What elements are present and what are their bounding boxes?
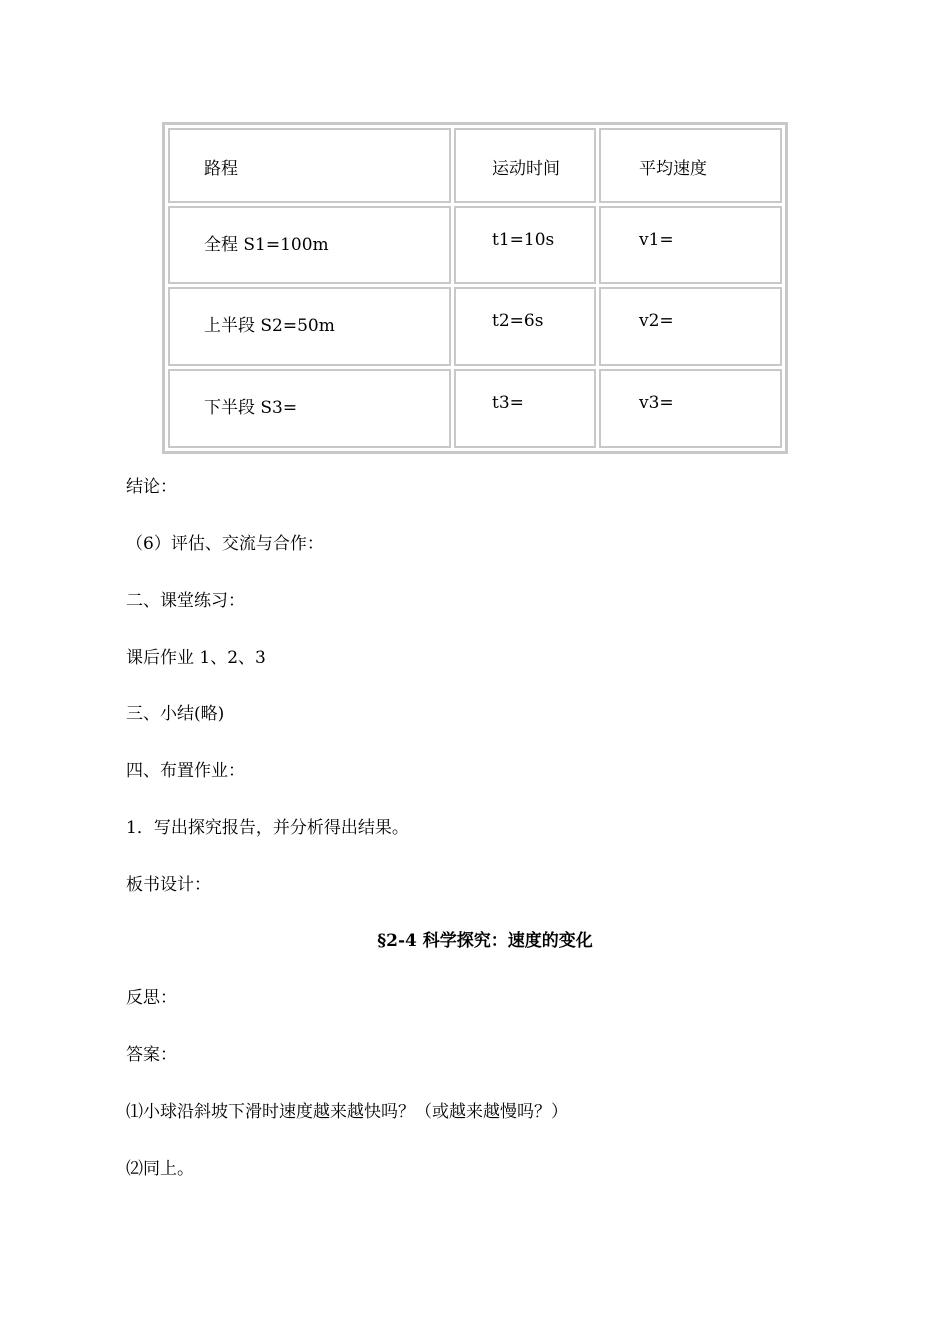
summary-heading: 三、小结(略) xyxy=(126,704,225,724)
classroom-practice-heading: 二、课堂练习： xyxy=(126,591,245,611)
assignment-item: 1．写出探究报告，并分析得出结果。 xyxy=(126,818,409,838)
answer-item: ⑵同上。 xyxy=(126,1159,194,1179)
table-cell: v1= xyxy=(599,206,782,285)
answer-item: ⑴小球沿斜坡下滑时速度越来越快吗？（或越来越慢吗？） xyxy=(126,1102,568,1122)
table-cell: 全程 S1=100m xyxy=(168,206,451,285)
speed-table xyxy=(162,122,788,454)
table-header-cell: 运动时间 xyxy=(454,128,596,203)
homework-line: 课后作业 1、2、3 xyxy=(126,648,266,668)
assignment-heading: 四、布置作业： xyxy=(126,761,245,781)
answer-label: 答案： xyxy=(126,1045,177,1065)
board-title: §2-4 科学探究：速度的变化 xyxy=(377,931,593,951)
conclusion-label: 结论： xyxy=(126,477,177,497)
table-header-cell: 平均速度 xyxy=(599,128,782,203)
table-row xyxy=(168,287,782,366)
table-cell: t3= xyxy=(454,369,596,448)
board-design-label: 板书设计： xyxy=(126,875,211,895)
reflection-label: 反思： xyxy=(126,988,177,1008)
table-header-row xyxy=(168,128,782,203)
table-row xyxy=(168,206,782,285)
table-cell: v2= xyxy=(599,287,782,366)
evaluation-line: （6）评估、交流与合作： xyxy=(126,534,324,554)
table-header-cell: 路程 xyxy=(168,128,451,203)
table-cell: v3= xyxy=(599,369,782,448)
table-cell: 下半段 S3= xyxy=(168,369,451,448)
table-cell: 上半段 S2=50m xyxy=(168,287,451,366)
table-row xyxy=(168,369,782,448)
table-cell: t2=6s xyxy=(454,287,596,366)
table-cell: t1=10s xyxy=(454,206,596,285)
